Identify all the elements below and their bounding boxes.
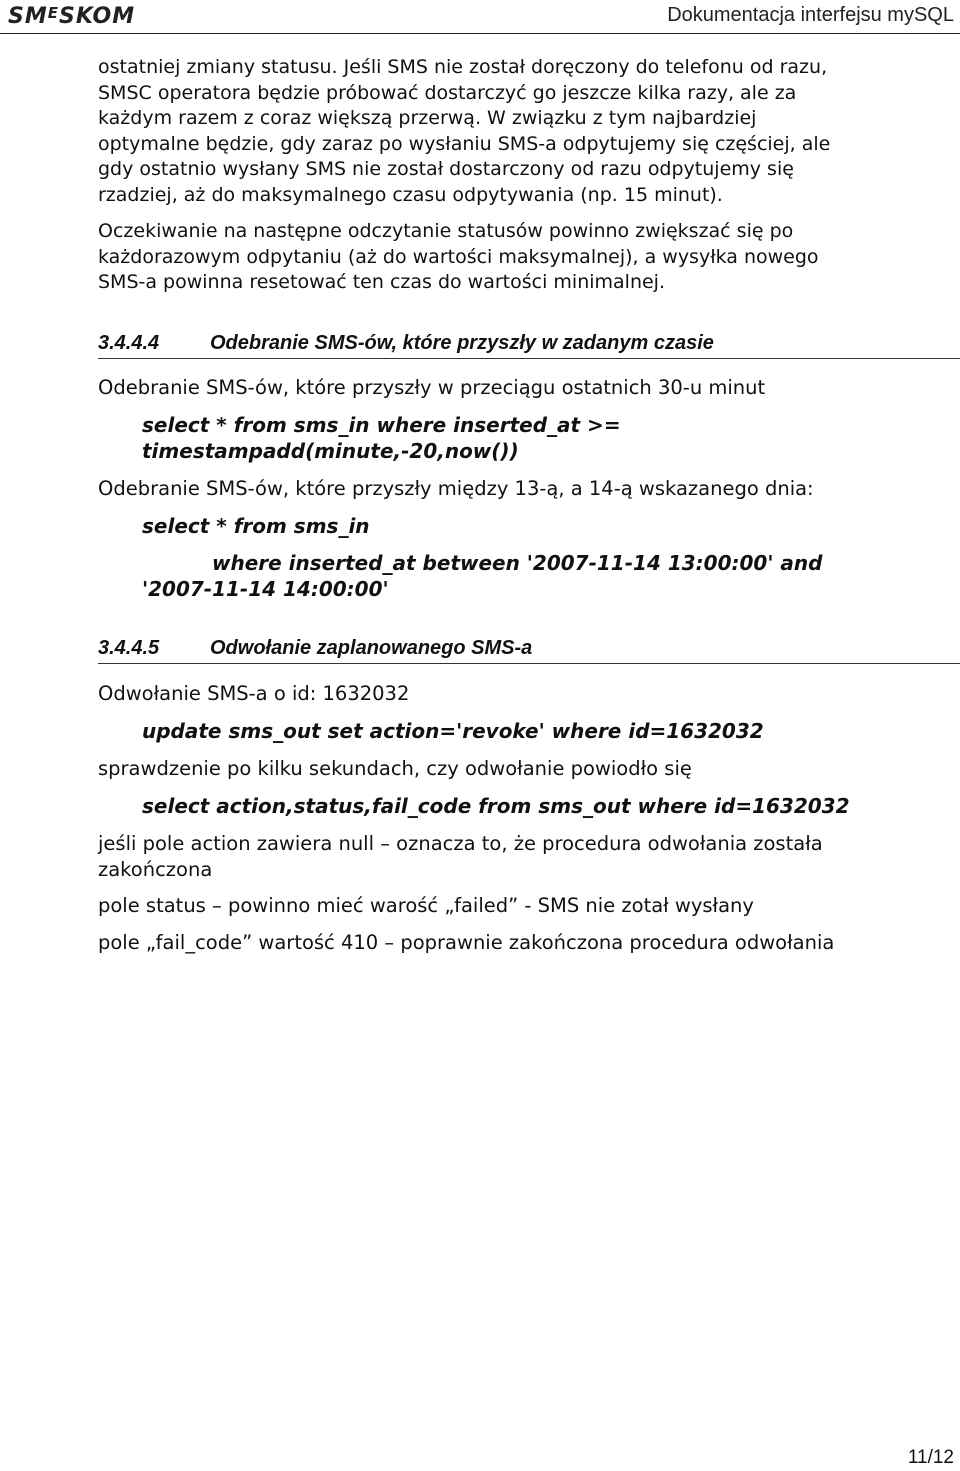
code-line: where inserted_at between '2007-11-14 13:00:00' and (212, 551, 823, 575)
intro-line: rzadziej, aż do maksymalnego czasu odpytywania (np. 15 minut). (98, 183, 723, 206)
page-number: 11/12 (907, 1447, 954, 1468)
body-text (98, 831, 823, 883)
header-divider (0, 33, 960, 34)
text-line: zakończona (98, 858, 213, 881)
section-rule (98, 663, 960, 664)
smeskom-logo: $SM^ESKOM$ (8, 4, 136, 29)
code-line: select action,status,fail_code from sms_out where id=1632032 (142, 794, 850, 818)
body-text: sprawdzenie po kilku sekundach, czy odwołanie powiodło się (98, 757, 692, 780)
sql-code-block (142, 412, 621, 464)
code-line: select * from sms_in (142, 514, 370, 538)
text-line: jeśli pole action zawiera null – oznacza to, że procedura odwołania została (98, 832, 823, 855)
intro-line: SMSC operatora będzie próbować dostarczyć go jeszcze kilka razy, ale za (98, 81, 797, 104)
body-text: pole status – powinno mieć warość „failed” - SMS nie zotał wysłany (98, 894, 754, 917)
section-title: Odebranie SMS-ów, które przyszły w zadanym czasie (210, 332, 714, 354)
intro-line: każdym razem z coraz większą przerwą. W związku z tym najbardziej (98, 107, 757, 129)
body-text: Odebranie SMS-ów, które przyszły między 13-ą, a 14-ą wskazanego dnia: (98, 477, 814, 500)
waiting-paragraph (98, 219, 948, 296)
intro-line: optymalne będzie, gdy zaraz po wysłaniu SMS-a odpytujemy się częściej, ale (98, 132, 831, 155)
page-header (0, 0, 960, 36)
section-number: 3.4.4.5 (98, 637, 160, 659)
paragraph-line: SMS-a powinna resetować ten czas do wartości minimalnej. (98, 271, 666, 293)
code-line: timestampadd(minute,-20,now()) (142, 439, 519, 463)
paragraph-line: każdorazowym odpytaniu (aż do wartości maksymalnej), a wysyłka nowego (98, 245, 819, 268)
intro-line: ostatniej zmiany statusu. Jeśli SMS nie został doręczony do telefonu od razu, (98, 56, 828, 78)
intro-paragraph (98, 55, 948, 208)
intro-line: gdy ostatnio wysłany SMS nie został dostarczony od razu odpytujemy się (98, 158, 794, 180)
section-title: Odwołanie zaplanowanego SMS-a (210, 637, 533, 659)
code-line: '2007-11-14 14:00:00' (142, 577, 389, 601)
body-text: Odebranie SMS-ów, które przyszły w przeciągu ostatnich 30-u minut (98, 376, 766, 399)
section-number: 3.4.4.4 (98, 332, 160, 354)
code-line: update sms_out set action='revoke' where id=1632032 (142, 719, 764, 743)
body-text: pole „fail_code” wartość 410 – poprawnie zakończona procedura odwołania (98, 931, 835, 954)
header-title: Dokumentacja interfejsu mySQL (667, 4, 954, 26)
code-line: select * from sms_in where inserted_at >= (142, 413, 621, 437)
paragraph-line: Oczekiwanie na następne odczytanie statusów powinno zwiększać się po (98, 220, 794, 242)
body-text: Odwołanie SMS-a o id: 1632032 (98, 682, 410, 705)
section-rule (98, 358, 960, 359)
